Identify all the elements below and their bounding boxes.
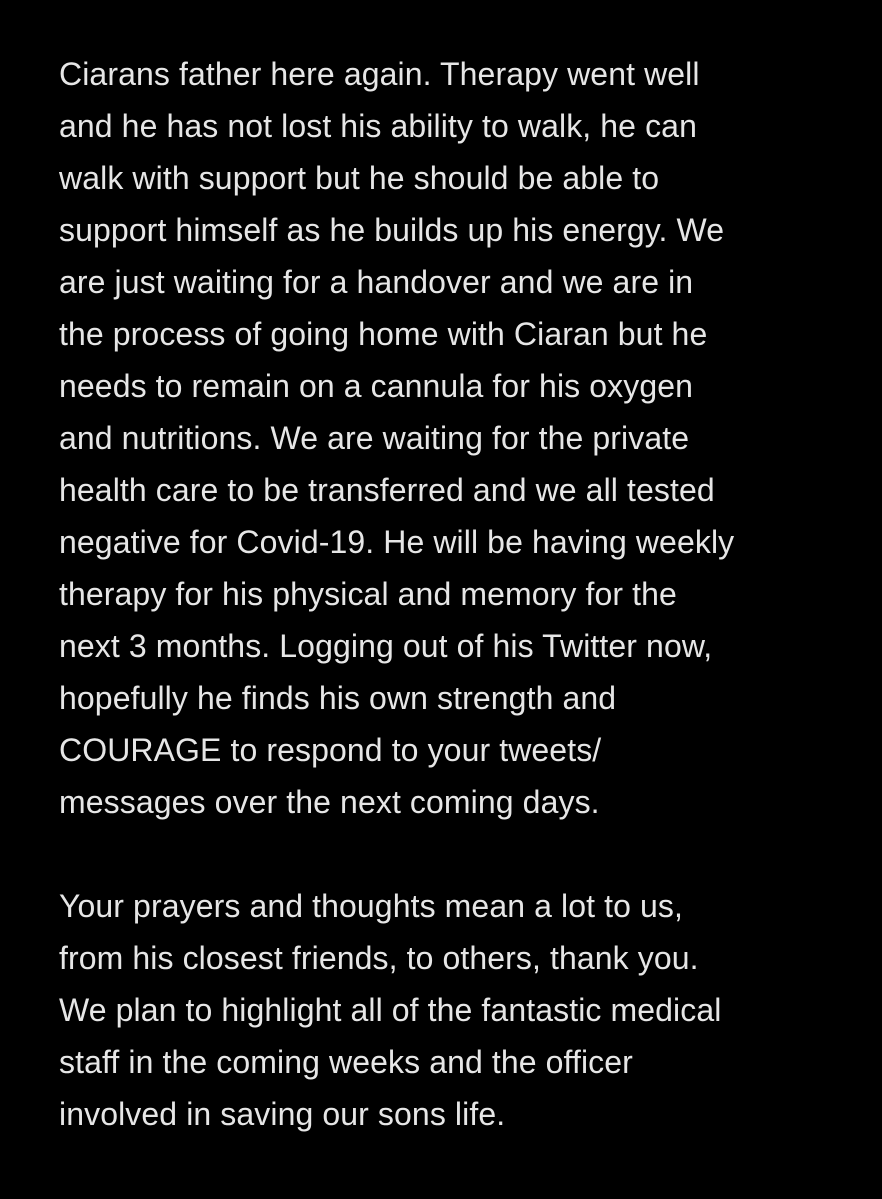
text-line: health care to be transferred and we all tested <box>59 472 715 508</box>
text-line <box>59 308 859 360</box>
text-line <box>59 48 859 100</box>
text-line: involved in saving our sons life. <box>59 1096 506 1132</box>
text-line: Your prayers and thoughts mean a lot to us, <box>59 888 683 924</box>
text-line: negative for Covid-19. He will be having weekly <box>59 524 735 560</box>
text-line: hopefully he finds his own strength and <box>59 680 617 716</box>
text-line: COURAGE to respond to your tweets/ <box>59 732 602 768</box>
text-line: We plan to highlight all of the fantastic medical <box>59 992 722 1028</box>
text-line: and he has not lost his ability to walk, he can <box>59 108 697 144</box>
text-line: walk with support but he should be able to <box>59 160 660 196</box>
text-span: father here again. Therapy went well <box>169 56 700 92</box>
text-line: messages over the next coming days. <box>59 784 600 820</box>
text-line: and nutritions. We are waiting for the private <box>59 420 690 456</box>
text-line: needs to remain on a cannula for his oxygen <box>59 368 694 404</box>
note-text-body[interactable] <box>59 48 859 1140</box>
note-paragraph-1 <box>59 48 859 828</box>
text-line: therapy for his physical and memory for the <box>59 576 677 612</box>
misspelled-word[interactable]: Ciarans <box>59 56 170 92</box>
text-line: support himself as he builds up his energy. We <box>59 212 725 248</box>
misspelled-word[interactable]: Ciaran <box>513 316 609 352</box>
text-line: staff in the coming weeks and the officer <box>59 1044 633 1080</box>
text-line: from his closest friends, to others, thank you. <box>59 940 699 976</box>
text-span: but he <box>608 316 708 352</box>
note-paragraph-2 <box>59 880 859 1140</box>
text-line: next 3 months. Logging out of his Twitter now, <box>59 628 713 664</box>
paragraph-spacer <box>59 828 859 880</box>
text-line: are just waiting for a handover and we are in <box>59 264 694 300</box>
text-span: the process of going home with <box>59 316 514 352</box>
